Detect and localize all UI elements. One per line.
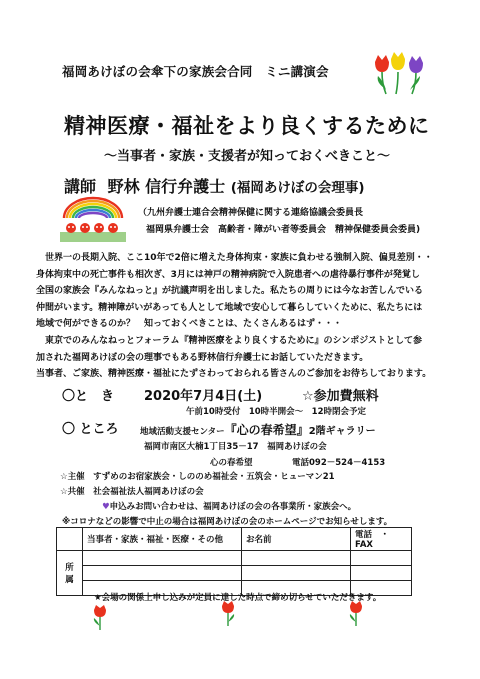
speaker-label: 講師	[64, 177, 97, 196]
venue-prefix: 地域活動支援センター	[140, 427, 225, 437]
cohost-line: ☆共催 社会福祉法人福岡あけぼの会	[60, 487, 204, 497]
tulip-icon	[90, 604, 110, 630]
event-date: 2020年7月4日(土)	[144, 389, 263, 404]
inquiry-note	[102, 500, 356, 512]
rainbow-flowers-icon	[60, 196, 126, 242]
body-line: 全国の家族会『みんなねっと』が抗議声明を出しました。私たちの周りには今なお苦しんでいる	[36, 286, 424, 297]
corona-note: ※コロナなどの影響で中止の場合は福岡あけぼの会のホームページでお知らせします。	[62, 517, 393, 527]
inquiry-text: 申込みお問い合わせは、福岡あけぼの会の各事業所・家族会へ。	[109, 502, 357, 512]
subtitle: ～当事者・家族・支援者が知っておくべきこと～	[104, 149, 391, 164]
form-header-affiliation: 当事者・家族・福祉・医療・その他	[83, 528, 242, 551]
speaker-line	[64, 174, 365, 197]
speaker-role-2: 福岡県弁護士会 高齢者・障がい者等委員会 精神保健委員会委員)	[146, 225, 421, 235]
event-header: 福岡あけぼの会傘下の家族会合同 ミニ講演会	[62, 64, 329, 79]
body-line: 世界一の長期入院、ここ10年で2倍に増えた身体拘束・家族に負わせる強制入院、偏見差別・・	[36, 253, 433, 263]
form-cell-phone[interactable]	[351, 551, 412, 566]
form-header-phone: 電話 ・ FAX	[351, 528, 412, 551]
speaker-org: (福岡あけぼの会理事)	[230, 180, 365, 196]
contact-name: 心の春希望	[210, 458, 253, 468]
tulips-icon	[372, 52, 428, 96]
event-times: 午前10時受付 10時半開会～ 12時閉会予定	[186, 407, 366, 417]
form-row-label: 所 属	[57, 551, 83, 596]
form-cell-affiliation[interactable]	[83, 551, 242, 566]
speaker-name: 野林 信行弁護士	[107, 177, 226, 196]
date-label: 〇と き	[62, 389, 115, 404]
venue-floor: 2階ギャラリー	[308, 426, 376, 437]
footer-note: ★会場の関係上申し込みが定員に達した時点で締め切らせていただきます。	[94, 593, 382, 603]
form-corner-cell	[57, 528, 83, 551]
form-cell-name[interactable]	[242, 551, 351, 566]
form-header-name: お名前	[242, 528, 351, 551]
form-cell-affiliation[interactable]	[83, 566, 242, 581]
body-line: 地域で何ができるのか？ 知っておくべきことは、たくさんあるはず・・・	[36, 319, 343, 330]
application-form	[56, 527, 412, 596]
tulip-icon	[346, 600, 366, 626]
place-label: 〇 ところ	[62, 422, 119, 437]
body-line: 加された福岡あけぼの会の理事でもある野林信行弁護士にお話していただきます。	[36, 352, 369, 363]
venue-name: 『心の春希望』	[224, 423, 309, 437]
form-cell-phone[interactable]	[351, 566, 412, 581]
contact-tel: 電話092－524－4153	[292, 458, 386, 468]
body-line: 仲間がいます。精神障がいがあっても人として地域で安心して暮らしていくために、私たちには	[36, 302, 423, 313]
description	[36, 250, 466, 383]
free-admission: ☆参加費無料	[302, 389, 379, 404]
main-title: 精神医療・福祉をより良くするために	[64, 114, 430, 138]
body-line: 身体拘束中の死亡事件も相次ぎ、3月には神戸の精神病院で入院患者への虐待暴行事件が発覚し	[36, 269, 420, 280]
speaker-role-1: （九州弁護士連合会精神保健に関する連絡協議会委員長	[138, 208, 364, 218]
host-line: ☆主催 すずめのお宿家族会・しののめ福祉会・五筑会・ヒューマン21	[60, 472, 335, 482]
heart-icon: ♥	[102, 502, 110, 512]
form-cell-name[interactable]	[242, 566, 351, 581]
venue-line	[140, 419, 376, 438]
body-line: 当事者、ご家族、精神医療・福祉にたずさわっておられる皆さんのご参加をお待ちしております。	[36, 369, 432, 380]
body-line: 東京でのみんなねっとフォーラム『精神医療をより良くするために』のシンポジストとして参	[36, 335, 422, 346]
tulip-icon	[218, 600, 238, 626]
venue-address: 福岡市南区大楠1丁目35－17 福岡あけぼの会	[144, 442, 327, 452]
